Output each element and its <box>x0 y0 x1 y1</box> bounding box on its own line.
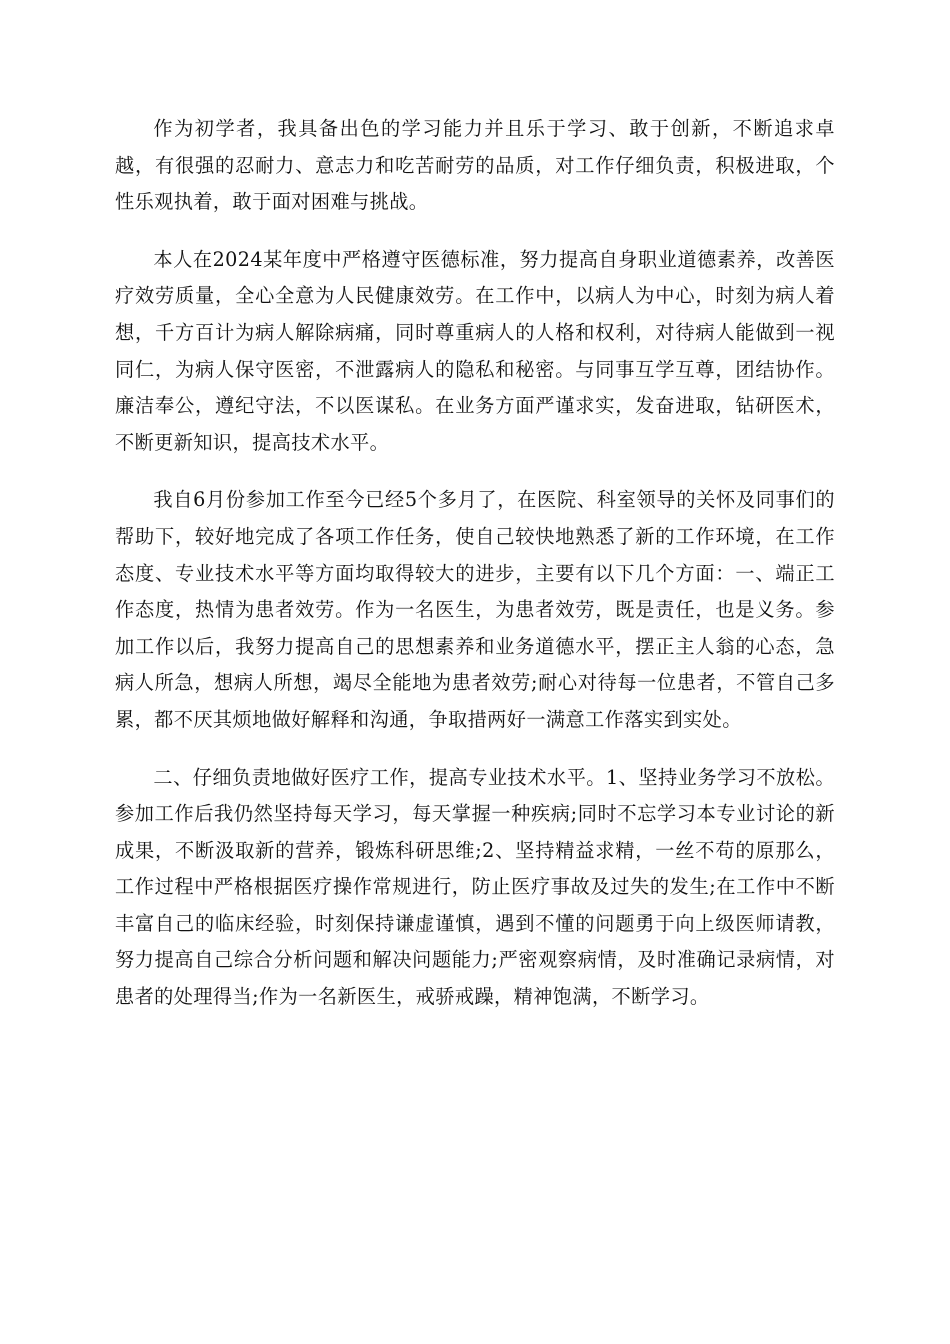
paragraph-medical-ethics: 本人在2024某年度中严格遵守医德标准，努力提高自身职业道德素养，改善医疗效劳质量，全心全意为人民健康效劳。在工作中，以病人为中心，时刻为病人着想，千方百计为病人解除病痛，同时尊重病人的人格和权利，对待病人能做到一视同仁，为病人保守医密，不泄露病人的隐私和秘密。与同事互学互尊，团结协作。廉洁奉公，遵纪守法，不以医谋私。在业务方面严谨求实，发奋进取，钻研医术，不断更新知识，提高技术水平。 <box>115 247 835 454</box>
paragraph-professional-skills: 二、仔细负责地做好医疗工作，提高专业技术水平。1、坚持业务学习不放松。参加工作后我仍然坚持每天学习，每天掌握一种疾病;同时不忘学习本专业讨论的新成果，不断汲取新的营养，锻炼科研思维;2、坚持精益求精，一丝不苟的原那么，工作过程中严格根据医疗操作常规进行，防止医疗事故及过失的发生;在工作中不断丰富自己的临床经验，时刻保持谦虚谨慎，遇到不懂的问题勇于向上级医师请教，努力提高自己综合分析问题和解决问题能力;严密观察病情，及时准确记录病情，对患者的处理得当;作为一名新医生，戒骄戒躁，精神饱满，不断学习。 <box>115 765 835 1009</box>
document-body <box>115 111 835 1037</box>
paragraph-work-attitude: 我自6月份参加工作至今已经5个多月了，在医院、科室领导的关怀及同事们的帮助下，较好地完成了各项工作任务，使自己较快地熟悉了新的工作环境，在工作态度、专业技术水平等方面均取得较大的进步，主要有以下几个方面：一、端正工作态度，热情为患者效劳。作为一名医生，为患者效劳，既是责任，也是义务。参加工作以后，我努力提高自己的思想素养和业务道德水平，摆正主人翁的心态，急病人所急，想病人所想，竭尽全能地为患者效劳;耐心对待每一位患者，不管自己多累，都不厌其烦地做好解释和沟通，争取措两好一满意工作落实到实处。 <box>115 488 835 731</box>
paragraph-learning-ability: 作为初学者，我具备出色的学习能力并且乐于学习、敢于创新，不断追求卓越，有很强的忍耐力、意志力和吃苦耐劳的品质，对工作仔细负责，积极进取，个性乐观执着，敢于面对困难与挑战。 <box>115 117 835 214</box>
